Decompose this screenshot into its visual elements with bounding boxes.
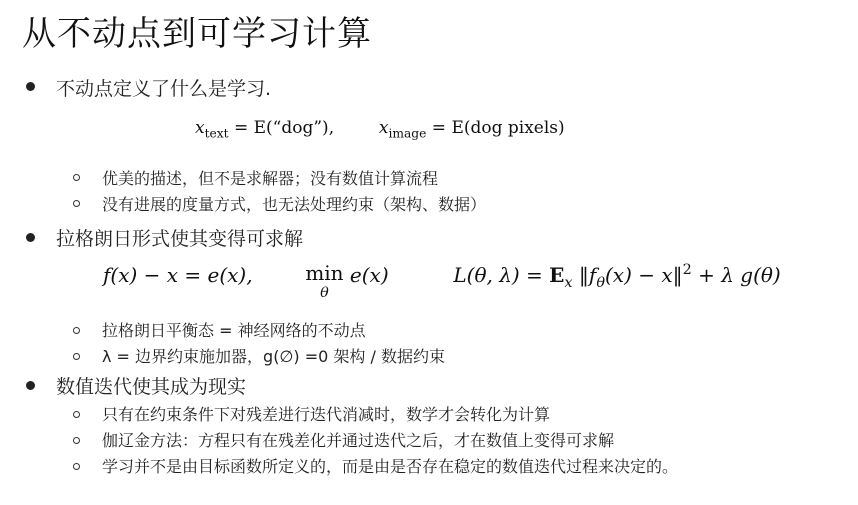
equation-fixed-point-lagrangian (103, 263, 781, 300)
eq2-min-subscript: θ (320, 285, 329, 301)
eq2-f-subscript: θ (596, 275, 605, 292)
eq1-x-image: x (378, 118, 389, 138)
eq2-min: min (305, 261, 344, 285)
sub-bullet-3-3: 学习并不是由目标函数所定义的，而是由是否存在稳定的数值迭代过程来决定的。 (102, 457, 679, 476)
eq1-image-subscript: image (388, 126, 427, 141)
sub-bullet-ring-icon (73, 327, 80, 334)
sub-bullet-ring-icon (73, 463, 80, 470)
bullet-dot-icon (26, 381, 35, 390)
slide-title: 从不动点到可学习计算 (22, 14, 372, 54)
eq1-x-text: x (195, 118, 205, 138)
bullet-1-text: 不动点定义了什么是学习. (56, 78, 272, 100)
sub-bullet-ring-icon (73, 174, 80, 181)
sub-bullet-ring-icon (73, 437, 80, 444)
sub-bullet-1-2: 没有进展的度量方式，也无法处理约束（架构、数据） (102, 195, 487, 214)
eq2-square: 2 (682, 262, 692, 279)
eq1-image-encoding: = E(dog pixels) (431, 118, 565, 138)
sub-bullet-1-1: 优美的描述，但不是求解器；没有数值计算流程 (102, 169, 439, 188)
bullet-dot-icon (26, 233, 35, 242)
bullet-dot-icon (26, 82, 35, 91)
sub-bullet-3-1: 只有在约束条件下对残差进行迭代消减时，数学才会转化为计算 (102, 405, 551, 424)
sub-bullet-ring-icon (73, 411, 80, 418)
sub-bullet-2-2: λ = 边界约束施加器，g(∅) =0 架构 / 数据约束 (102, 347, 445, 366)
eq2-objective: e(x) (349, 263, 389, 287)
eq1-text-encoding: = E(“dog”), (233, 118, 335, 138)
eq2-lagrangian-lhs: L(θ, λ) = (453, 263, 550, 287)
eq2-residual: f(x) − x = e(x), (103, 263, 253, 287)
eq2-norm-open: ‖f (572, 263, 597, 287)
eq1-text-subscript: text (204, 126, 229, 141)
equation-embeddings (195, 118, 565, 141)
sub-bullet-ring-icon (73, 200, 80, 207)
eq2-expectation: E (549, 263, 565, 287)
sub-bullet-2-1: 拉格朗日平衡态 = 神经网络的不动点 (102, 321, 366, 340)
bullet-3-text: 数值迭代使其成为现实 (56, 376, 247, 398)
eq2-min-operator (305, 263, 343, 300)
sub-bullet-3-2: 伽辽金方法：方程只有在残差化并通过迭代之后，才在数值上变得可求解 (102, 431, 615, 450)
sub-bullet-ring-icon (73, 353, 80, 360)
eq2-constraint-term: + λ g(θ) (691, 263, 781, 287)
eq2-norm-rest: (x) − x‖ (604, 263, 683, 287)
bullet-2-text: 拉格朗日形式使其变得可求解 (56, 228, 304, 250)
eq2-expectation-subscript: x (564, 275, 573, 292)
